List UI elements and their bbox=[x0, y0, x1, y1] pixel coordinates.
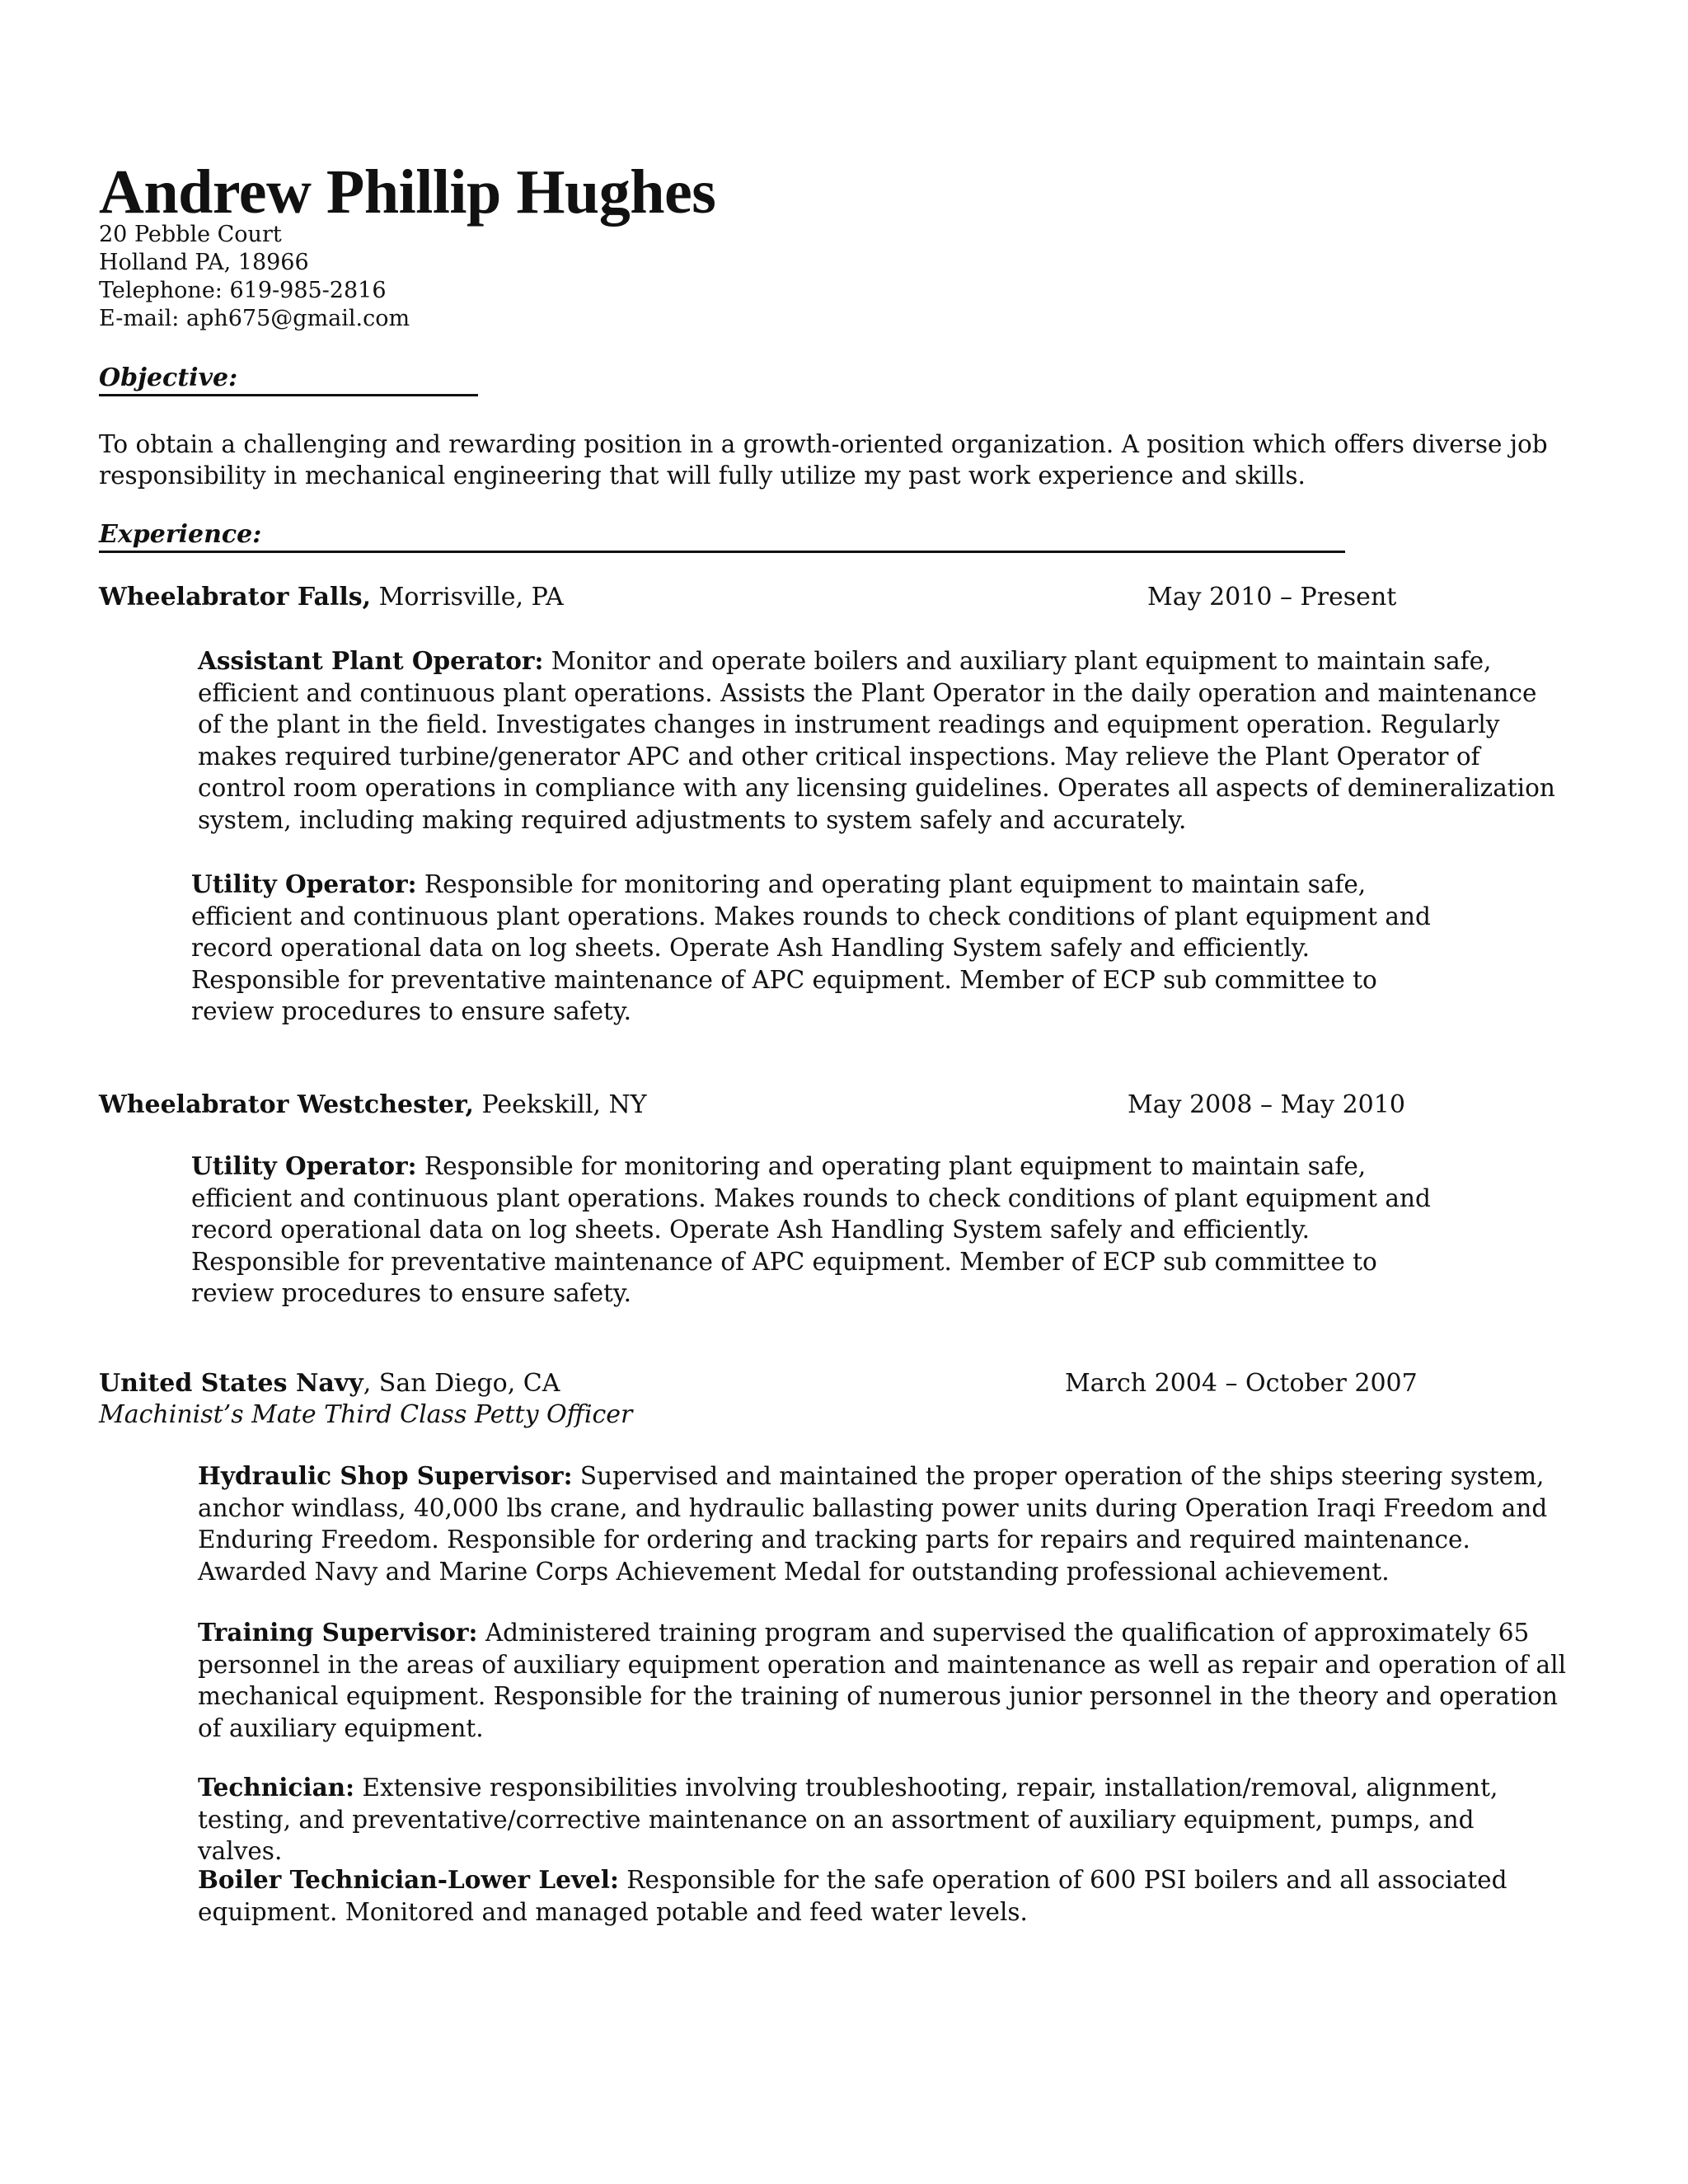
role-title: Boiler Technician-Lower Level: bbox=[198, 1865, 619, 1894]
role-title: Hydraulic Shop Supervisor: bbox=[198, 1461, 573, 1490]
job-3-role-2 bbox=[198, 1617, 1566, 1744]
role-description: Administered training program and supervised the qualification of approximately 65 personnel in the areas of auxiliary equipment operation and maintenance as well as repair and operation of all mechanical equipment. Responsible for the training of numerous junior personnel in the theory and operation of auxiliary equipment. bbox=[198, 1619, 1567, 1742]
address-line-2: Holland PA, 18966 bbox=[99, 250, 309, 275]
job-3-location: , San Diego, CA bbox=[363, 1369, 560, 1398]
role-description: Extensive responsibilities involving troubleshooting, repair, installation/removal, alignment, testing, and preventative/corrective maintenance on an assortment of auxiliary equipment, pumps, and valves. bbox=[198, 1774, 1498, 1865]
objective-heading: Objective: bbox=[99, 363, 478, 396]
role-description: Responsible for the safe operation of 600 PSI boilers and all associated equipment. Monitored and managed potable and feed water levels. bbox=[198, 1866, 1507, 1926]
job-3-role-3 bbox=[198, 1772, 1566, 1868]
job-1-header bbox=[99, 582, 564, 613]
job-2-dates: May 2008 – May 2010 bbox=[1128, 1090, 1405, 1119]
job-3-subtitle: Machinist’s Mate Third Class Petty Officer bbox=[99, 1400, 633, 1429]
job-2-header bbox=[99, 1090, 647, 1121]
job-2-role-1 bbox=[191, 1151, 1461, 1310]
role-description: Responsible for monitoring and operating plant equipment to maintain safe, efficient and continuous plant operations. Makes rounds to check conditions of plant equipment and record operational data on log sheets. Operate Ash Handling System safely and efficiently. Responsible for preventative maintenance of APC equipment. Member of ECP sub committee to review procedures to ensure safety. bbox=[191, 870, 1431, 1025]
experience-heading: Experience: bbox=[99, 519, 1345, 553]
job-1-role-2 bbox=[191, 869, 1461, 1028]
role-description: Monitor and operate boilers and auxiliary plant equipment to maintain safe, efficient and continuous plant operations. Assists the Plant Operator in the daily operation and maintenance of the plant in the field. Investigates changes in instrument readings and equipment operation. Regularly makes required turbine/generator APC and other critical inspections. May relieve the Plant Operator of control room operations in compliance with any licensing guidelines. Operates all aspects of demineralization system, including making required adjustments to system safely and accurately. bbox=[198, 647, 1555, 834]
contact-block bbox=[99, 221, 676, 333]
job-1-dates: May 2010 – Present bbox=[1147, 583, 1397, 612]
telephone: Telephone: 619-985-2816 bbox=[99, 278, 387, 303]
job-1-location: Morrisville, PA bbox=[371, 583, 564, 612]
role-title: Utility Operator: bbox=[191, 869, 417, 898]
role-title: Training Supervisor: bbox=[198, 1618, 478, 1647]
job-1-role-1 bbox=[198, 645, 1566, 836]
role-title: Technician: bbox=[198, 1773, 355, 1802]
job-1-org: Wheelabrator Falls, bbox=[99, 583, 372, 612]
role-description: Responsible for monitoring and operating plant equipment to maintain safe, efficient and continuous plant operations. Makes rounds to check conditions of plant equipment and record operational data on log sheets. Operate Ash Handling System safely and efficiently. Responsible for preventative maintenance of APC equipment. Member of ECP sub committee to review procedures to ensure safety. bbox=[191, 1152, 1431, 1307]
job-3-role-4 bbox=[198, 1864, 1566, 1928]
job-3-dates: March 2004 – October 2007 bbox=[1065, 1369, 1418, 1398]
address-line-1: 20 Pebble Court bbox=[99, 222, 282, 247]
job-3-header bbox=[99, 1368, 560, 1399]
job-2-org: Wheelabrator Westchester, bbox=[99, 1090, 474, 1119]
job-2-location: Peekskill, NY bbox=[474, 1090, 647, 1119]
email: E-mail: aph675@gmail.com bbox=[99, 306, 410, 331]
job-3-role-1 bbox=[198, 1460, 1566, 1587]
role-title: Assistant Plant Operator: bbox=[198, 646, 544, 675]
role-description: Supervised and maintained the proper operation of the ships steering system, anchor windlass, 40,000 lbs crane, and hydraulic ballasting power units during Operation Iraqi Freedom and Enduring Freedom. Responsible for ordering and tracking parts for repairs and required maintenance. Awarded Navy and Marine Corps Achievement Medal for outstanding professional achievement. bbox=[198, 1462, 1548, 1586]
candidate-name: Andrew Phillip Hughes bbox=[99, 157, 716, 227]
job-3-org: United States Navy bbox=[99, 1369, 363, 1398]
role-title: Utility Operator: bbox=[191, 1151, 417, 1180]
objective-text: To obtain a challenging and rewarding position in a growth-oriented organization. A position which offers diverse job responsibility in mechanical engineering that will fully utilize my past work experience and skills. bbox=[99, 430, 1548, 490]
